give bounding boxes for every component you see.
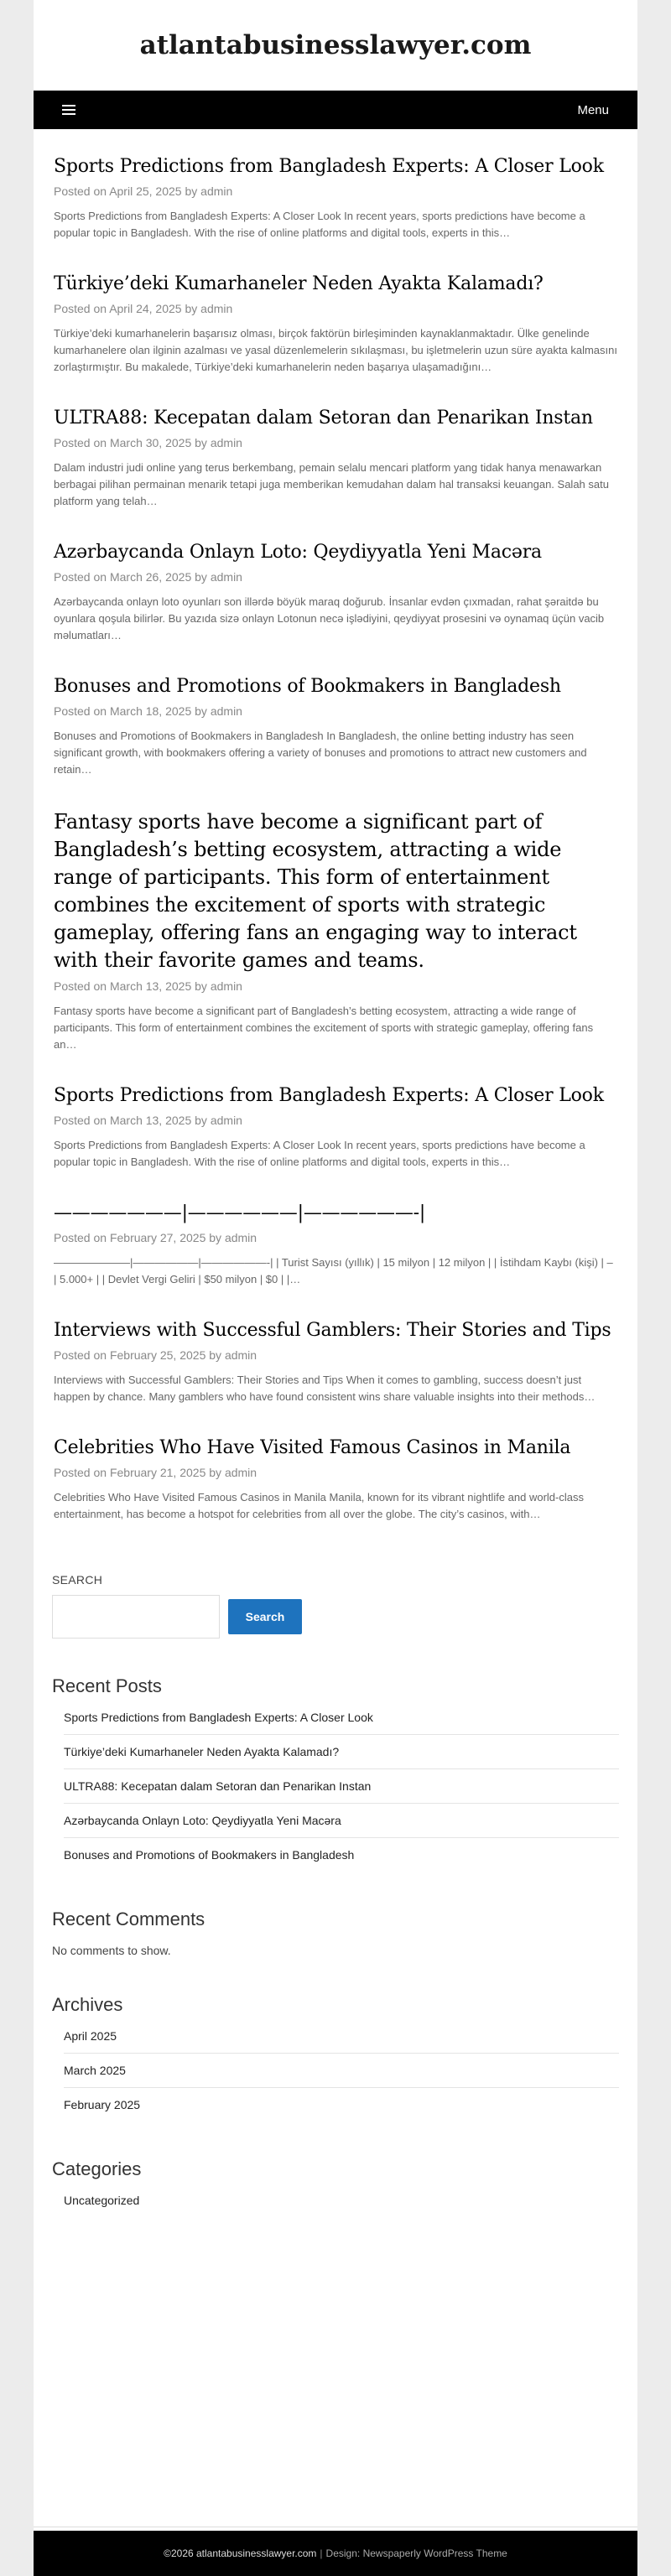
recent-post-link[interactable]: Bonuses and Promotions of Bookmakers in Bangladesh [64,1848,355,1862]
post-meta [54,436,617,449]
post-author-link[interactable]: admin [210,704,242,718]
recent-posts-widget [52,1675,619,1872]
list-item [64,1838,619,1872]
archive-link[interactable]: March 2025 [64,2064,126,2077]
recent-post-link[interactable]: ULTRA88: Kecepatan dalam Setoran dan Penarikan Instan [64,1779,372,1793]
post-title-link[interactable]: Sports Predictions from Bangladesh Experts: A Closer Look [54,156,604,177]
archives-widget [52,1994,619,2122]
post-meta [54,1114,617,1127]
footer-separator: | [320,2547,323,2559]
post-excerpt: Azərbaycanda onlayn loto oyunları son illərdə böyük maraq doğurub. İnsanlar evdən çıxmadan, rahat şəraitdə bu oyunlara qoşula bilirlər. Bu yazıda sizə onlayn Lotonun necə işlədiyini, qeydiyyat prosesini və oynamaq üçün vacib məlumatları… [54,595,605,641]
post-author-link[interactable]: admin [210,436,242,449]
post-excerpt: Dalam industri judi online yang terus berkembang, pemain selalu mencari platform yang tidak hanya menawarkan berbagai pilihan permainan menarik tetapi juga memberikan kemudahan dalam hal transaksi keuangan. Salah satu platform yang telah… [54,461,609,507]
site-header [34,0,637,91]
by-label: by [195,570,207,584]
post-excerpt: Sports Predictions from Bangladesh Experts: A Closer Look In recent years, sports predictions have become a popular topic in Bangladesh. With the rise of online platforms and digital tools, experts in this… [54,1139,585,1168]
sidebar [34,1523,637,2217]
post-title-link[interactable]: Bonuses and Promotions of Bookmakers in Bangladesh [54,676,561,697]
posted-on-label: Posted on [54,1114,107,1127]
search-widget [52,1573,619,1639]
recent-posts-title: Recent Posts [52,1675,162,1696]
recent-comments-title: Recent Comments [52,1909,205,1929]
post-date-link[interactable]: February 27, 2025 [109,1231,206,1244]
post-title-link[interactable]: ———————|——————|——————-| [54,1202,426,1223]
post-title-link[interactable]: Interviews with Successful Gamblers: Their Stories and Tips [54,1320,611,1341]
post-date-link[interactable]: March 18, 2025 [109,704,192,718]
posted-on-label: Posted on [54,570,107,584]
post-date-link[interactable]: March 26, 2025 [109,570,192,584]
post-author-link[interactable]: admin [210,979,242,993]
post-author-link[interactable]: admin [210,1114,242,1127]
archive-link[interactable]: February 2025 [64,2098,141,2111]
post-title-link[interactable]: ULTRA88: Kecepatan dalam Setoran dan Penarikan Instan [54,408,593,428]
archives-title: Archives [52,1994,123,2015]
post-author-link[interactable]: admin [210,570,242,584]
post-date-link[interactable]: April 24, 2025 [109,302,182,315]
post-excerpt: Interviews with Successful Gamblers: Their Stories and Tips When it comes to gambling, success doesn’t just happen by chance. Many gamblers who have found consistent wins share valuable insights into their methods… [54,1374,596,1403]
list-item [64,1711,619,1735]
post-meta [54,184,617,198]
post-date-link[interactable]: April 25, 2025 [109,184,182,198]
post-title-link[interactable]: Celebrities Who Have Visited Famous Casinos in Manila [54,1437,571,1458]
post-meta [54,704,617,718]
categories-widget [52,2158,619,2217]
site-title-link[interactable]: atlantabusinesslawyer.com [139,30,532,60]
by-label: by [195,436,207,449]
list-item [64,1804,619,1838]
posted-on-label: Posted on [54,1466,107,1479]
post-author-link[interactable]: admin [224,1231,257,1244]
post-author-link[interactable]: admin [200,184,233,198]
categories-list [52,2194,619,2217]
posted-on-label: Posted on [54,436,107,449]
post-list [34,129,637,1523]
post-item [54,778,617,1053]
post-date-link[interactable]: March 13, 2025 [109,1114,192,1127]
post-excerpt: Fantasy sports have become a significant part of Bangladesh’s betting ecosystem, attracting a wide range of participants. This form of entertainment combines the excitement of sports with strategic gameplay, offering fans an… [54,1005,594,1051]
archives-list [52,2029,619,2122]
by-label: by [185,302,198,315]
post-title-link[interactable]: Fantasy sports have become a significant part of Bangladesh’s betting ecosystem, attracting a wide range of participants. This form of entertainment combines the excitement of sports with strategic gameplay, offering fans an engaging way to interact with their favorite games and teams. [54,810,577,972]
category-link[interactable]: Uncategorized [64,2194,140,2207]
posted-on-label: Posted on [54,1348,107,1362]
post-meta [54,979,617,993]
posted-on-label: Posted on [54,1231,107,1244]
recent-post-link[interactable]: Türkiye’deki Kumarhaneler Neden Ayakta Kalamadı? [64,1745,340,1758]
search-form [52,1595,619,1639]
list-item [64,2029,619,2054]
by-label: by [195,1114,207,1127]
post-excerpt: Celebrities Who Have Visited Famous Casinos in Manila Manila, known for its vibrant nightlife and world-class entertainment, has become a hotspot for celebrities from all over the globe. The city’s casinos, with… [54,1491,584,1520]
no-comments-text: No comments to show. [52,1944,171,1957]
list-item [64,1735,619,1769]
search-widget-title: SEARCH [52,1573,103,1587]
post-item [54,644,617,778]
menu-toggle-label[interactable]: Menu [577,102,609,117]
post-excerpt: Türkiye’deki kumarhanelerin başarısız olması, birçok faktörün birleşiminden kaynaklanmaktadır. Ülke genelinde kumarhanelere olan ilginin azalması ve yasal düzenlemelerin sıkılaşması, bu işletmelerin uzun süre ayakta kalmasını zorlaştırmıştır. Bu makalede, Türkiye’deki kumarhanelerin neden başarıya ulaşamadığını… [54,327,617,373]
by-label: by [185,184,198,198]
archive-link[interactable]: April 2025 [64,2029,117,2043]
by-label: by [209,1231,222,1244]
by-label: by [195,979,207,993]
post-item [54,376,617,510]
post-item [54,129,617,242]
post-item [54,1405,617,1523]
hamburger-menu-icon[interactable] [62,105,75,115]
search-input[interactable] [52,1595,220,1639]
by-label: by [195,704,207,718]
post-item [54,1171,617,1288]
posted-on-label: Posted on [54,704,107,718]
recent-posts-list [52,1711,619,1872]
post-meta [54,1348,617,1362]
posted-on-label: Posted on [54,302,107,315]
post-date-link[interactable]: March 13, 2025 [109,979,192,993]
footer-theme-credit-link[interactable]: Design: Newspaperly WordPress Theme [325,2547,507,2559]
post-date-link[interactable]: February 21, 2025 [109,1466,206,1479]
categories-title: Categories [52,2158,142,2179]
post-author-link[interactable]: admin [224,1348,257,1362]
post-date-link[interactable]: March 30, 2025 [109,436,192,449]
list-item [64,2054,619,2088]
main-navigation [34,91,637,129]
list-item [64,2194,619,2217]
post-title-link[interactable]: Türkiye’deki Kumarhaneler Neden Ayakta Kalamadı? [54,273,544,294]
posted-on-label: Posted on [54,979,107,993]
list-item [64,2088,619,2122]
posted-on-label: Posted on [54,184,107,198]
site-footer [34,2531,637,2576]
post-item [54,1053,617,1171]
post-excerpt: Bonuses and Promotions of Bookmakers in Bangladesh In Bangladesh, the online betting industry has seen significant growth, with bookmakers offering a variety of bonuses and promotions to attract new customers and retain… [54,730,587,776]
by-label: by [209,1466,222,1479]
post-author-link[interactable]: admin [224,1466,257,1479]
recent-comments-widget [52,1909,619,1957]
list-item [64,1769,619,1804]
recent-post-link[interactable]: Sports Predictions from Bangladesh Experts: A Closer Look [64,1711,373,1724]
post-meta [54,1466,617,1479]
post-meta [54,302,617,315]
post-author-link[interactable]: admin [200,302,233,315]
post-meta [54,570,617,584]
post-item [54,242,617,376]
recent-post-link[interactable]: Azərbaycanda Onlayn Loto: Qeydiyyatla Yeni Macəra [64,1814,341,1827]
page-container [34,0,637,2576]
post-date-link[interactable]: February 25, 2025 [109,1348,206,1362]
post-meta [54,1231,617,1244]
post-title-link[interactable]: Sports Predictions from Bangladesh Experts: A Closer Look [54,1085,604,1106]
post-excerpt: ———————|——————|——————-| | Turist Sayısı (yıllık) | 15 milyon | 12 milyon | | İstihdam Kaybı (kişi) | – | 5.000+ | | Devlet Vergi Geliri | $50 milyon | $0 | |… [54,1256,613,1285]
post-item [54,1288,617,1405]
search-button[interactable]: Search [228,1599,302,1634]
post-excerpt: Sports Predictions from Bangladesh Experts: A Closer Look In recent years, sports predictions have become a popular topic in Bangladesh. With the rise of online platforms and digital tools, experts in this… [54,210,585,239]
by-label: by [209,1348,222,1362]
post-title-link[interactable]: Azərbaycanda Onlayn Loto: Qeydiyyatla Yeni Macəra [54,542,542,563]
post-item [54,510,617,644]
footer-copyright-link[interactable]: ©2026 atlantabusinesslawyer.com [164,2547,317,2559]
